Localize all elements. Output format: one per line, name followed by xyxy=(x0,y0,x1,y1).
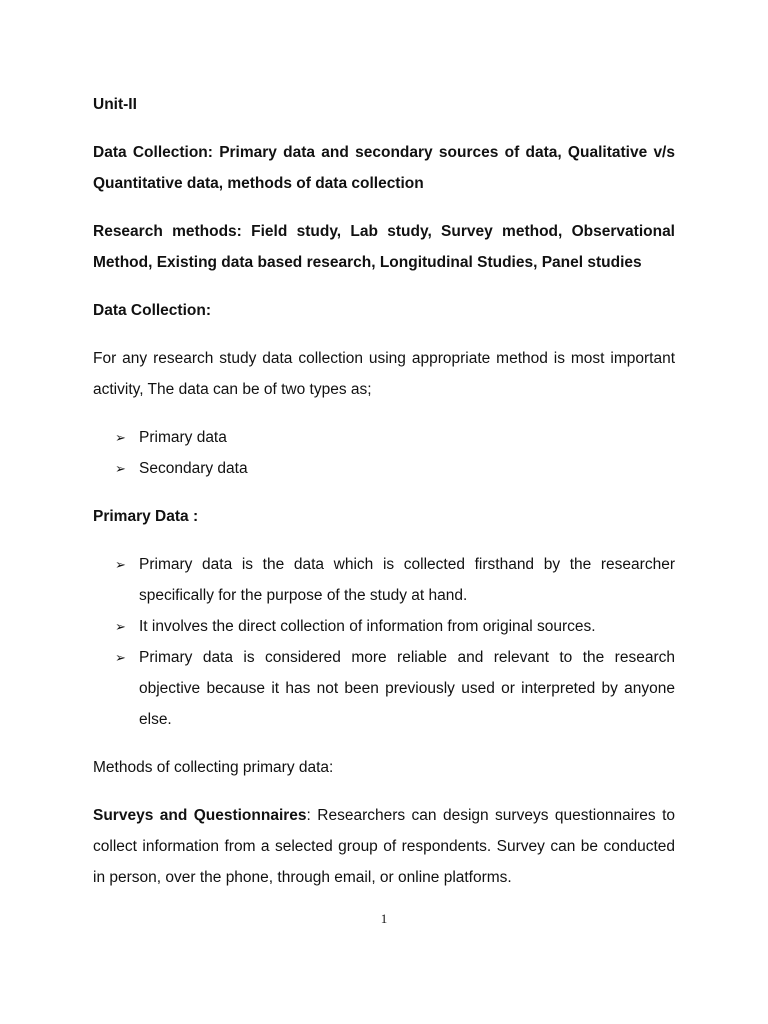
data-collection-intro: For any research study data collection using appropriate method is most important activity, The data can be of two types as; xyxy=(93,350,675,398)
unit-title: Unit-II xyxy=(93,96,137,113)
list-item-text: Primary data xyxy=(139,429,227,446)
arrow-bullet-icon: ➢ xyxy=(115,461,126,476)
arrow-bullet-icon: ➢ xyxy=(115,650,126,665)
list-item-text: Secondary data xyxy=(139,460,248,477)
arrow-bullet-icon: ➢ xyxy=(115,619,126,634)
methods-heading: Methods of collecting primary data: xyxy=(93,759,334,776)
primary-data-heading: Primary Data : xyxy=(93,508,199,525)
list-item-text: Primary data is considered more reliable and relevant to the research objective because it has not been previously used or interpreted by anyone else. xyxy=(139,649,675,728)
surveys-text: : Researchers can design surveys questionnaires to collect information from a selected group of respondents. Survey can be conducted in person, over the phone, through email, or online platforms. xyxy=(93,807,676,886)
data-types-list xyxy=(93,422,675,484)
list-item-text: Primary data is the data which is collected firsthand by the researcher specifically for the purpose of the study at hand. xyxy=(139,556,675,604)
list-item-text: It involves the direct collection of information from original sources. xyxy=(139,618,596,635)
list-item xyxy=(93,611,675,642)
page-number: 1 xyxy=(380,911,388,926)
list-item xyxy=(93,642,675,735)
surveys-paragraph xyxy=(93,800,675,893)
list-item xyxy=(93,453,675,484)
list-item xyxy=(93,549,675,611)
syllabus-research-methods: Research methods: Field study, Lab study, Survey method, Observational Method, Existing data based research, Longitudinal Studies, Panel studies xyxy=(93,223,675,271)
primary-data-points xyxy=(93,549,675,735)
arrow-bullet-icon: ➢ xyxy=(115,430,126,445)
arrow-bullet-icon: ➢ xyxy=(115,557,126,572)
syllabus-data-collection: Data Collection: Primary data and secondary sources of data, Qualitative v/s Quantitative data, methods of data collection xyxy=(93,144,675,192)
list-item xyxy=(93,422,675,453)
data-collection-heading: Data Collection: xyxy=(93,302,211,319)
page-content xyxy=(93,89,675,893)
surveys-term: Surveys and Questionnaires xyxy=(93,807,307,824)
